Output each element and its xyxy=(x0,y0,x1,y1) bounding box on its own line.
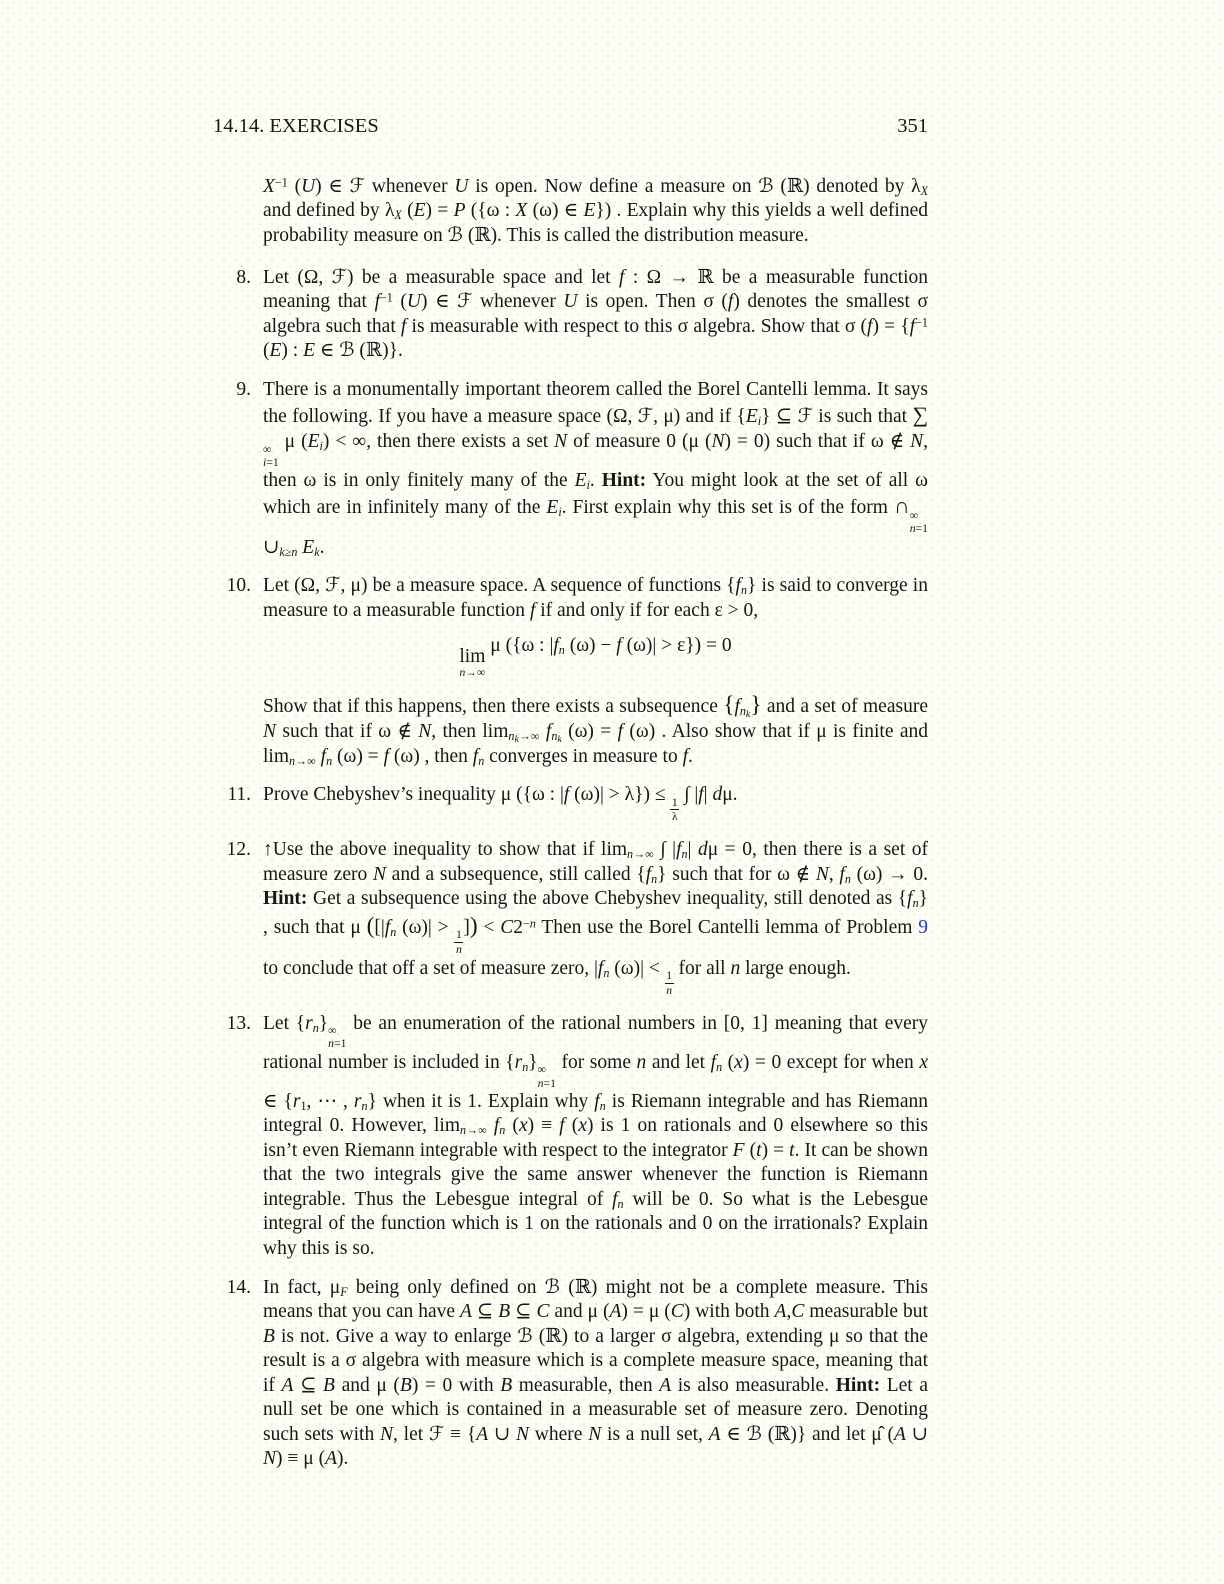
display-equation: lim n→∞ μ ({ω : $|f_n$ (ω) − f (ω)| > ε}) = 0 xyxy=(459,635,732,679)
running-header xyxy=(213,114,928,140)
exercise-body: ↑Use the above inequality to show that if $\lim_{n\to\infty}$ ∫ $|f_n|$ dμ = 0, then there is a set of measure zero N and a subsequence, still called $\{f_n\}$ such that for ω ∉ N, $f_n$ (ω) → 0. Hint: Get a subsequence using the above Chebyshev inequality, still denoted as $\{f_n\}$ , such that μ ([$|f_n$ (ω)| > $\frac{1}{n}$ ]) < $C2^{-n}$ Then use the Borel Cantelli lemma of Problem 9 to conclude that off a set of measure zero, $|f_n$ (ω)| < $\frac{1}{n}$ for all n large enough. xyxy=(263,839,929,997)
exercise-body: Let (Ω, ℱ, μ) be a measure space. A sequence of functions $\{f_n\}$ is said to converge in measure to a measurable function f if and only if for each ε > 0, xyxy=(263,575,928,621)
exercise-number: 8. xyxy=(236,266,251,288)
exercise-number: 10. xyxy=(226,575,251,597)
exercise-body: Let $\{r_n\}$ ∞ n=1 be an enumeration of the rational numbers in [0, 1] meaning that every rational number is included in $\{r_n\}$ ∞ n=1 for some n and let $f_n$ (x) = 0 except for when x ∈ {$r_1$, ⋯ , $r_n$} when it is 1. Explain why $f_n$ is Riemann integrable and has Riemann integral 0. However, $\lim_{n\to\infty} f_n$ (x) ≡ f (x) is 1 on rationals and 0 elsewhere so this isn’t even Riemann integrable with respect to the integrator F (t) = t. It can be shown that the two integrals give the same answer whenever the function is Riemann integrable. Thus the Lebesgue integral of $f_n$ will be 0. So what is the Lebesgue integral of the function which is 1 on the rationals and 0 on the irrationals? Explain why this is so. xyxy=(263,1012,929,1259)
exercise-number: 9. xyxy=(236,378,251,400)
exercise-item-10 xyxy=(226,574,928,769)
exercise-body: Let (Ω, ℱ) be a measurable space and let f : Ω → ℝ be a measurable function meaning that $f^{-1}$ (U) ∈ ℱ whenever U is open. Then σ (f) denotes the smallest σ algebra such that f is measurable with respect to this σ algebra. Show that σ $(f) = \{f^{-1}$ (E) : E ∈ ℬ (ℝ)}. xyxy=(263,266,929,362)
exercise-list xyxy=(226,175,929,1472)
page-content xyxy=(213,114,928,1486)
exercise-item-11 xyxy=(227,783,928,824)
page-number: 351 xyxy=(897,115,928,137)
exercise-item-9 xyxy=(236,378,928,560)
exercise-item-13 xyxy=(226,1012,929,1262)
exercise-number: 12. xyxy=(226,839,251,861)
exercise-item-12 xyxy=(226,838,929,997)
exercise-body: There is a monumentally important theorem called the Borel Cantelli lemma. It says the following. If you have a measure space (Ω, ℱ, μ) and if $\{E_i\}$ ⊆ ℱ is such that ∑ ∞ i=1 μ $(E_i)$ < ∞, then there exists a set N of measure 0 (μ (N) = 0) such that if ω ∉ N, then ω is in only finitely many of the $E_i$. Hint: You might look at the set of all ω which are in infinitely many of the $E_i$. First explain why this set is of the form ∩ ∞ n=1 $\cup_{k\ge n}$ $E_k$. xyxy=(263,378,928,559)
exercise-item-8 xyxy=(236,266,929,364)
problem-9-link[interactable]: 9 xyxy=(918,916,928,938)
exercise-body: Prove Chebyshev’s inequality μ ({ω : |f (ω)| > λ}) ≤ $\frac{1}{\lambda}$ ∫ |f| dμ. xyxy=(263,784,738,824)
intro-paragraph: $X^{-1}$ (U) ∈ ℱ whenever U is open. Now define a measure on ℬ (ℝ) denoted by $\lambda_X$ and defined by $\lambda_X$ (E) = P ({ω : X (ω) ∈ E}) . Explain why this yields a well defined probability measure on ℬ (ℝ). This is called the distribution measure. xyxy=(263,175,928,246)
exercise-number: 11. xyxy=(227,784,251,806)
section-title: 14.14. EXERCISES xyxy=(213,115,379,137)
exercise-number: 13. xyxy=(226,1012,251,1034)
exercise-body: In fact, $\mu_F$ being only defined on ℬ (ℝ) might not be a complete measure. This means that you can have A ⊆ B ⊆ C and μ (A) = μ (C) with both A,C measurable but B is not. Give a way to enlarge ℬ (ℝ) to a larger σ algebra, extending μ so that the result is a σ algebra with measure which is a complete measure space, meaning that if A ⊆ B and μ (B) = 0 with B measurable, then A is also measurable. Hint: Let a null set be one which is contained in a measurable set of measure zero. Denoting such sets with N, let ℱ ≡ {A ∪ N where N is a null set, A ∈ ℬ (ℝ)} and let μ̂ (A ∪ N) ≡ μ (A). xyxy=(263,1276,929,1470)
exercise-body-continued: Show that if this happens, then there exists a subsequence $\{f_{n_k}\}$ and a set of measure N such that if ω ∉ N, then $\lim_{n_k\to\infty} f_{n_k}$ (ω) = f (ω) . Also show that if μ is finite and $\lim_{n\to\infty} f_n$ (ω) = f (ω) , then $f_n$ converges in measure to f. xyxy=(263,691,928,768)
exercise-number: 14. xyxy=(226,1276,251,1298)
exercise-item-14 xyxy=(226,1276,929,1473)
